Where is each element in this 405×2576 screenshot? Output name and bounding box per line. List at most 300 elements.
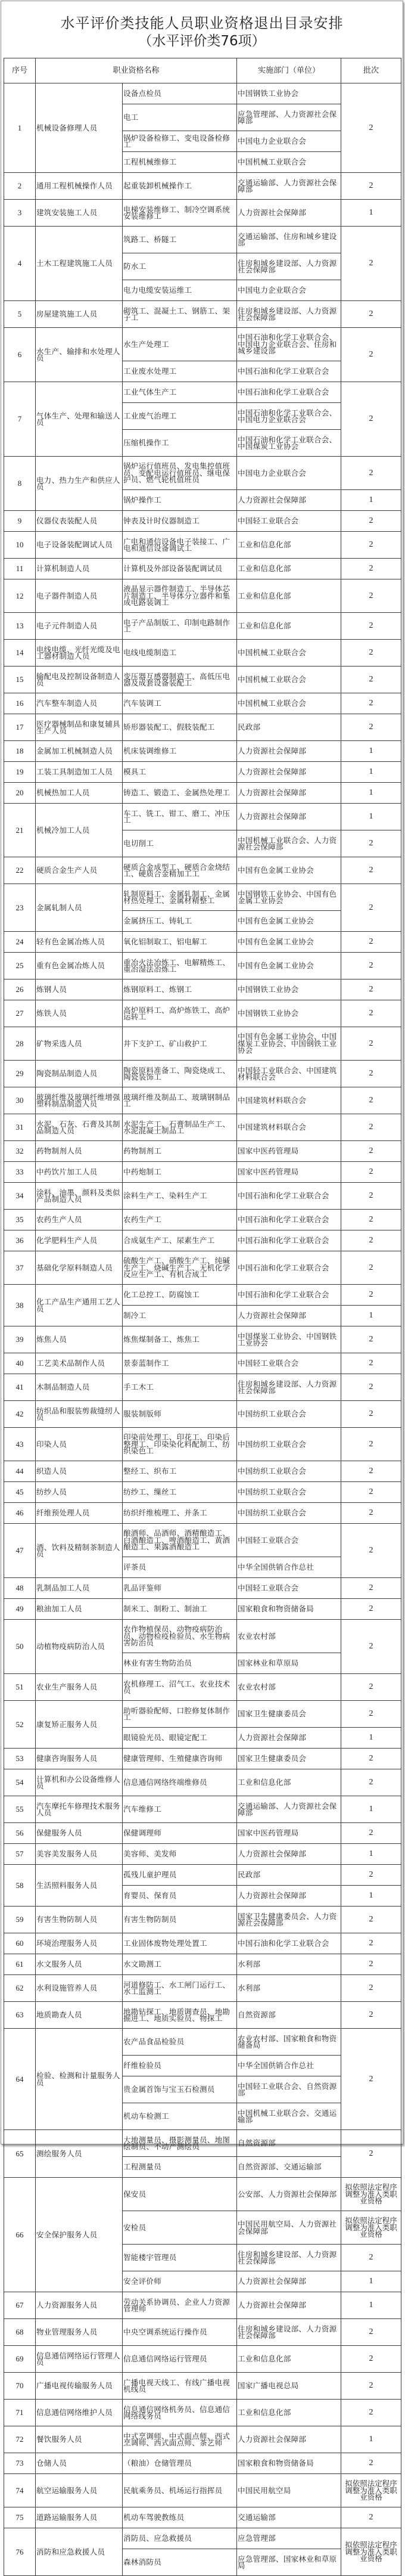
batch-cell: 2 (341, 1503, 401, 1524)
department-cell: 中国电力企业联合会 (237, 131, 341, 152)
seq-cell: 40 (4, 1353, 36, 1374)
department-cell: 中国轻工业联合会 (237, 1524, 341, 1557)
table-row (4, 2474, 401, 2507)
occupation-group-cell: 中药饮片加工人员 (36, 1162, 123, 1183)
table-row (4, 1428, 401, 1461)
seq-cell: 12 (4, 579, 36, 613)
qualification-name-cell: 工程测量员 (123, 2157, 237, 2178)
seq-cell: 63 (4, 2002, 36, 2029)
seq-cell: 28 (4, 1027, 36, 1061)
seq-cell: 21 (4, 804, 36, 857)
batch-cell: 拟依照法定程序调整为准入类职业资格 (341, 2211, 401, 2245)
seq-cell: 29 (4, 1061, 36, 1087)
batch-cell: 2 (341, 932, 401, 953)
department-cell: 中国有色金属工业协会 (237, 857, 341, 884)
batch-cell: 拟依照法定程序调整为准入类职业资格 (341, 2178, 401, 2211)
occupation-group-cell: 餐饮服务人员 (36, 2426, 123, 2453)
department-cell: 自然资源部、交通运输部 (237, 2157, 341, 2178)
department-cell: 中国有色金属工业协会 (237, 911, 341, 932)
department-cell: 中国轻工业联合会 (237, 1353, 341, 1374)
table-row (4, 1907, 401, 1933)
occupation-group-cell: 仓储人员 (36, 2453, 123, 2474)
batch-cell: 2 (341, 2346, 401, 2373)
seq-cell: 17 (4, 714, 36, 741)
qualification-name-cell: 工业废水处理工 (123, 361, 237, 382)
qualification-name-cell: 工业废气治理工 (123, 403, 237, 430)
seq-cell: 13 (4, 613, 36, 640)
occupation-group-cell: 环境治理服务人员 (36, 1933, 123, 1954)
table-row (4, 1374, 401, 1401)
department-cell: 国家卫生健康委员会 (237, 1701, 341, 1728)
batch-cell: 2 (341, 1975, 401, 2002)
department-cell: 住房和城乡建设部、人力资源社会保障部 (237, 253, 341, 280)
qualification-name-cell: 水生产处理工 (123, 328, 237, 361)
department-cell: 人力资源社会保障部 (237, 1306, 341, 1326)
department-cell: 人力资源社会保障部 (237, 1886, 341, 1907)
batch-cell: 2 (341, 511, 401, 532)
batch-cell: 2 (341, 1823, 401, 1844)
qualification-name-cell: 玻璃纤维及制品工、玻璃钢制品工 (123, 1087, 237, 1114)
occupation-group-cell: 炼焦人员 (36, 1326, 123, 1353)
table-row (4, 227, 401, 253)
department-cell: 农业农村部、国家粮食和物资储备局 (237, 2029, 341, 2056)
batch-cell: 2 (341, 2453, 401, 2474)
qualification-name-cell: 汽车装调工 (123, 693, 237, 714)
qualification-name-cell: 广电和通信设备电子装接工、广电和通信设备调试工 (123, 532, 237, 559)
table-row (4, 579, 401, 613)
table-row (4, 804, 401, 830)
seq-cell: 64 (4, 2029, 36, 2130)
qualification-name-cell: 重冶火法冶炼工、电解精炼工、重冶湿法冶炼工 (123, 953, 237, 979)
occupation-group-cell: 矿物采选人员 (36, 1027, 123, 1061)
batch-cell: 2 (341, 667, 401, 693)
seq-cell: 24 (4, 932, 36, 953)
department-cell: 中国纺织工业联合会 (237, 1503, 341, 1524)
department-cell: 国家中医药管理局 (237, 1141, 341, 1162)
batch-cell: 2 (341, 1141, 401, 1162)
batch-cell: 2 (341, 1578, 401, 1599)
batch-cell: 1 (341, 1886, 401, 1907)
table-row (4, 1482, 401, 1503)
seq-cell: 30 (4, 1087, 36, 1114)
qualification-name-cell: 中央空调系统运行操作员 (123, 2319, 237, 2346)
department-cell: 人力资源社会保障部 (237, 2271, 341, 2292)
qualification-name-cell: 眼镜验光员、眼镜定配工 (123, 1728, 237, 1749)
department-cell: 国家林业和草原局 (237, 1653, 341, 1674)
occupation-group-cell: 印染人员 (36, 1428, 123, 1461)
batch-cell: 2 (341, 2507, 401, 2528)
qualification-name-cell: 林业有害生物防治员 (123, 1653, 237, 1674)
seq-cell: 18 (4, 741, 36, 762)
department-cell: 中国纺织工业联合会 (237, 1428, 341, 1461)
department-cell: 中国建筑材料联合会 (237, 1087, 341, 1114)
department-cell: 中国石油和化学工业联合会 (237, 1183, 341, 1210)
qualification-name-cell: 电子产品制版工、印制电路制作工 (123, 613, 237, 640)
table-row (4, 2002, 401, 2029)
department-cell: 人力资源社会保障部 (237, 2426, 341, 2453)
qualification-name-cell: 纺纱工、缫丝工 (123, 1482, 237, 1503)
department-cell: 民政部 (237, 1865, 341, 1886)
seq-cell: 68 (4, 2319, 36, 2346)
qualification-name-cell: 水泥生产工、石膏制品生产工、水泥混凝土制品工 (123, 1114, 237, 1141)
table-row (4, 783, 401, 804)
department-cell: 人力资源社会保障部 (237, 200, 341, 227)
batch-cell: 2 (341, 1162, 401, 1183)
qualification-name-cell: 消防员、应急救援员 (123, 2528, 237, 2549)
qualification-name-cell: 劳动关系协调员、企业人力资源管理师 (123, 2292, 237, 2319)
qualification-name-cell: 乳品评鉴师 (123, 1578, 237, 1599)
qualification-name-cell: 育婴员、保育员 (123, 1886, 237, 1907)
table-row (4, 932, 401, 953)
seq-cell: 74 (4, 2474, 36, 2507)
qualification-name-cell: 起重装卸机械操作工 (123, 173, 237, 200)
table-row (4, 2507, 401, 2528)
occupation-group-cell: 织造人员 (36, 1461, 123, 1482)
occupation-group-cell: 水利设施管养人员 (36, 1975, 123, 2002)
seq-cell: 23 (4, 884, 36, 932)
batch-cell: 2 (341, 1230, 401, 1251)
table-row (4, 741, 401, 762)
batch-cell: 2 (341, 1865, 401, 1886)
department-cell: 人力资源社会保障部 (237, 1844, 341, 1865)
occupation-group-cell: 消防和应急救援人员 (36, 2528, 123, 2576)
seq-cell: 31 (4, 1114, 36, 1141)
qualification-name-cell: 陶瓷原料准备工、陶瓷烧成工、陶瓷装饰工 (123, 1061, 237, 1087)
table-row (4, 457, 401, 490)
batch-cell: 2 (341, 1524, 401, 1578)
batch-cell: 2 (341, 1183, 401, 1210)
department-cell: 应急管理部 (237, 2528, 341, 2549)
occupation-group-cell: 计算机和办公设备维修人员 (36, 1769, 123, 1796)
qualification-name-cell: 森林消防员 (123, 2549, 237, 2576)
qualification-name-cell: 铸造工、锻造工、金属热处理工 (123, 783, 237, 804)
department-cell: 中国轻工业联合会 (237, 511, 341, 532)
batch-cell: 1 (341, 490, 401, 511)
qualification-name-cell: 设备点检员 (123, 83, 237, 104)
batch-cell: 1 (341, 2271, 401, 2292)
seq-cell: 34 (4, 1183, 36, 1210)
department-cell: 中国机械工业联合会、交通运输部 (237, 2103, 341, 2130)
occupation-group-cell: 金属轧制人员 (36, 884, 123, 932)
department-cell: 中国机械工业联合会 (237, 152, 341, 173)
seq-cell: 42 (4, 1401, 36, 1428)
seq-cell: 5 (4, 301, 36, 328)
department-cell: 住房和城乡建设部、人力资源社会保障部 (237, 1374, 341, 1401)
occupation-group-cell: 人力资源服务人员 (36, 2292, 123, 2319)
department-cell: 交通运输部、人力资源社会保障部 (237, 173, 341, 200)
table-row (4, 2426, 401, 2453)
occupation-group-cell: 仪器仪表装配人员 (36, 511, 123, 532)
qualification-name-cell: 广播电视天线工、有线广播电视机线员 (123, 2373, 237, 2400)
qualification-name-cell: 汽车维修工 (123, 1796, 237, 1823)
table-row (4, 2292, 401, 2319)
qualification-name-cell: 涂料生产工、染料生产工 (123, 1183, 237, 1210)
batch-cell: 2 (341, 830, 401, 857)
qualification-name-cell: 机动车检测工 (123, 2103, 237, 2130)
seq-cell: 22 (4, 857, 36, 884)
occupation-group-cell: 安全保护服务人员 (36, 2178, 123, 2292)
department-cell: 中国煤炭工业协会、中国钢铁工业协会 (237, 1326, 341, 1353)
table-row (4, 613, 401, 640)
qualification-name-cell: 井下支护工、矿山救护工 (123, 1027, 237, 1061)
seq-cell: 37 (4, 1251, 36, 1285)
seq-cell: 45 (4, 1482, 36, 1503)
seq-cell: 76 (4, 2528, 36, 2576)
table-body (4, 83, 401, 2576)
department-cell: 中国电力企业联合会 (237, 280, 341, 301)
seq-cell: 52 (4, 1701, 36, 1749)
seq-cell: 62 (4, 1975, 36, 2002)
occupation-group-cell: 有害生物防制人员 (36, 1907, 123, 1933)
occupation-group-cell: 木制品制造人员 (36, 1374, 123, 1401)
batch-cell: 2 (341, 173, 401, 200)
qualification-name-cell: 机床装调维修工 (123, 741, 237, 762)
qualification-name-cell: 整经工、织布工 (123, 1461, 237, 1482)
qualification-name-cell: （粮油）仓储管理员 (123, 2453, 237, 2474)
department-cell: 水利部 (237, 1954, 341, 1975)
qualification-name-cell: 矫形器装配工、假肢装配工 (123, 714, 237, 741)
department-cell: 人力资源社会保障部 (237, 783, 341, 804)
occupation-group-cell: 硬质合金生产人员 (36, 857, 123, 884)
qualification-name-cell: 服装制版师 (123, 1401, 237, 1428)
occupation-group-cell: 农药生产人员 (36, 1210, 123, 1230)
batch-cell: 2 (341, 1461, 401, 1482)
qualification-table (4, 58, 401, 2576)
occupation-group-cell: 电子器件制造人员 (36, 579, 123, 613)
department-cell: 中国石油和化学工业联合会 (237, 1251, 341, 1285)
seq-cell: 38 (4, 1285, 36, 1326)
qualification-name-cell: 高炉原料工、高炉炼铁工、高炉运转工 (123, 1000, 237, 1027)
qualification-name-cell: 机动车驾驶教练员 (123, 2507, 237, 2528)
department-cell: 中国机械工业联合会 (237, 640, 341, 667)
department-cell: 中国钢铁工业协会、中国有色金属工业协会 (237, 884, 341, 911)
qualification-name-cell: 制米工、制粉工、制油工 (123, 1599, 237, 1620)
qualification-name-cell: 民航乘务员、机场运行指挥员 (123, 2474, 237, 2507)
occupation-group-cell: 纺纱人员 (36, 1482, 123, 1503)
batch-cell: 1 (341, 762, 401, 783)
department-cell: 人力资源社会保障部 (237, 762, 341, 783)
qualification-name-cell: 有害生物防制员 (123, 1907, 237, 1933)
document-title: 水平评价类技能人员职业资格退出目录安排 (60, 15, 344, 32)
table-row (4, 301, 401, 328)
header-seq: 序号 (4, 58, 36, 83)
occupation-group-cell: 测绘服务人员 (36, 2130, 123, 2178)
qualification-name-cell: 炼钢原料工、炼钢工 (123, 979, 237, 1000)
qualification-name-cell: 助听器验配师、口腔修复体制作工 (123, 1701, 237, 1728)
department-cell: 工业和信息化部 (237, 559, 341, 579)
qualification-name-cell: 印染前处理工、印花工、印染后整理工、印染染化料配制工、纺织染色工 (123, 1428, 237, 1461)
qualification-name-cell: 炼焦煤制备工、炼焦工 (123, 1326, 237, 1353)
qualification-name-cell: 工业固体废物处理处置工 (123, 1933, 237, 1954)
department-cell: 国家粮食和物资储备局 (237, 1599, 341, 1620)
batch-cell: 2 (341, 1374, 401, 1401)
table-row (4, 1027, 401, 1061)
occupation-group-cell: 美容美发服务人员 (36, 1844, 123, 1865)
qualification-name-cell: 防水工 (123, 253, 237, 280)
occupation-group-cell: 酒、饮料及精制茶制造人员 (36, 1524, 123, 1578)
seq-cell: 71 (4, 2400, 36, 2426)
batch-cell: 2 (341, 884, 401, 932)
qualification-name-cell: 保健调理师 (123, 1823, 237, 1844)
occupation-group-cell: 纺织品和服装剪裁缝纫人员 (36, 1401, 123, 1428)
department-cell: 中国纺织工业联合会 (237, 1401, 341, 1428)
qualification-name-cell: 锅炉运行值班员、发电集控值班员、变配电运行值班员、继电保护员、燃气轮机值班员 (123, 457, 237, 490)
table-row (4, 1285, 401, 1306)
batch-cell: 2 (341, 979, 401, 1000)
batch-cell: 2 (341, 2002, 401, 2029)
occupation-group-cell: 金属加工机械制造人员 (36, 741, 123, 762)
table-row (4, 762, 401, 783)
department-cell: 中国石油和化学工业联合会 (237, 1230, 341, 1251)
batch-cell: 2 (341, 83, 401, 173)
occupation-group-cell: 汽车摩托车修理技术服务人员 (36, 1796, 123, 1823)
table-row (4, 2346, 401, 2373)
batch-cell: 2 (341, 857, 401, 884)
batch-cell: 2 (341, 532, 401, 559)
table-row (4, 1844, 401, 1865)
occupation-group-cell: 生活照料服务人员 (36, 1865, 123, 1907)
department-cell: 中国有色金属工业协会 (237, 932, 341, 953)
batch-cell: 2 (341, 2029, 401, 2130)
occupation-group-cell: 水文服务人员 (36, 1954, 123, 1975)
seq-cell: 41 (4, 1374, 36, 1401)
batch-cell: 2 (341, 1401, 401, 1428)
occupation-group-cell: 通用工程机械操作人员 (36, 173, 123, 200)
qualification-name-cell: 评茶员 (123, 1557, 237, 1578)
table-row (4, 1251, 401, 1285)
qualification-name-cell: 氧化铝制取工、铝电解工 (123, 932, 237, 953)
batch-cell: 2 (341, 457, 401, 490)
occupation-group-cell: 化学肥料生产人员 (36, 1230, 123, 1251)
department-cell: 中国电力企业联合会 (237, 457, 341, 490)
department-cell: 国家粮食和物资储备局 (237, 2453, 341, 2474)
qualification-name-cell: 硫酸生产工、硝酸生产工、纯碱生产工、烧碱生产工、无机化学反应生产工、有机合成工 (123, 1251, 237, 1285)
batch-cell: 2 (341, 1087, 401, 1114)
occupation-group-cell: 检验、检测和计量服务人员 (36, 2029, 123, 2130)
table-row (4, 511, 401, 532)
batch-cell: 1 (341, 1306, 401, 1326)
batch-cell: 2 (341, 1000, 401, 1027)
table-row (4, 1353, 401, 1374)
occupation-group-cell: 电线电缆、光纤光缆及电工器材制造人员 (36, 640, 123, 667)
table-row (4, 1503, 401, 1524)
seq-cell: 1 (4, 83, 36, 173)
seq-cell: 4 (4, 227, 36, 301)
batch-cell: 2 (341, 714, 401, 741)
occupation-group-cell: 水生产、输排和水处理人员 (36, 328, 123, 382)
department-cell: 应急管理部、人力资源社会保障部 (237, 104, 341, 131)
table-row (4, 1461, 401, 1482)
table-row (4, 1933, 401, 1954)
seq-cell: 6 (4, 328, 36, 382)
batch-cell: 2 (341, 1326, 401, 1353)
qualification-name-cell: 农产品食品检验员 (123, 2029, 237, 2056)
qualification-name-cell: 电工 (123, 104, 237, 131)
qualification-name-cell: 纤维检验员 (123, 2056, 237, 2076)
table-row (4, 532, 401, 559)
table-row (4, 1114, 401, 1141)
table-row (4, 1183, 401, 1210)
occupation-group-cell: 乳制品加工人员 (36, 1578, 123, 1599)
table-row (4, 1087, 401, 1114)
batch-cell: 2 (341, 328, 401, 382)
qualification-name-cell: 农药生产工 (123, 1210, 237, 1230)
batch-cell: 2 (341, 1599, 401, 1620)
qualification-name-cell: 大地测量员、摄影测量员、地图绘制员、不动产测绘员 (123, 2130, 237, 2157)
qualification-name-cell: 电梯安装维修工、制冷空调系统安装维修工 (123, 200, 237, 227)
department-cell: 工业和信息化部 (237, 532, 341, 559)
department-cell: 交通运输部 (237, 2507, 341, 2528)
table-row (4, 640, 401, 667)
qualification-name-cell: 金属挤压工、铸轧工 (123, 911, 237, 932)
department-cell: 中国民用航空局、人力资源社会保障部 (237, 2211, 341, 2245)
department-cell: 交通运输部、人力资源社会保障部 (237, 1796, 341, 1823)
department-cell: 中国有色金属工业协会、中国煤炭工业协会、中国钢铁工业协会 (237, 1027, 341, 1061)
batch-cell: 2 (341, 1907, 401, 1933)
department-cell: 交通运输部、住房和城乡建设部 (237, 227, 341, 253)
table-row (4, 1401, 401, 1428)
seq-cell: 10 (4, 532, 36, 559)
seq-cell: 44 (4, 1461, 36, 1482)
table-row (4, 2178, 401, 2211)
qualification-name-cell: 酿酒师、品酒师、酒精酿造工、白酒酿造工、啤酒酿造工、黄酒酿造工、果露酒酿造工 (123, 1524, 237, 1557)
occupation-group-cell: 康复矫正服务人员 (36, 1701, 123, 1749)
department-cell: 农业农村部 (237, 1620, 341, 1653)
department-cell: 中国石油和化学工业联合会 (237, 361, 341, 382)
department-cell: 人力资源社会保障部 (237, 490, 341, 511)
table-row (4, 1061, 401, 1087)
table-row (4, 1141, 401, 1162)
table-row (4, 559, 401, 579)
department-cell: 自然资源部 (237, 2130, 341, 2157)
occupation-group-cell: 电子设备装配调试人员 (36, 532, 123, 559)
occupation-group-cell: 信息通信网络维护人员 (36, 2400, 123, 2426)
seq-cell: 66 (4, 2178, 36, 2292)
seq-cell: 15 (4, 667, 36, 693)
seq-cell: 2 (4, 173, 36, 200)
seq-cell: 14 (4, 640, 36, 667)
seq-cell: 75 (4, 2507, 36, 2528)
batch-cell: 2 (341, 2130, 401, 2178)
table-row (4, 1599, 401, 1620)
table-row (4, 1701, 401, 1728)
department-cell: 中国钢铁工业协会 (237, 979, 341, 1000)
department-cell: 中国机械工业联合会 (237, 693, 341, 714)
table-row (4, 2528, 401, 2549)
occupation-group-cell: 工艺美术品制作人员 (36, 1353, 123, 1374)
seq-cell: 16 (4, 693, 36, 714)
table-row (4, 1769, 401, 1796)
table-row (4, 1620, 401, 1653)
qualification-name-cell: 车工、铣工、钳工、磨工、冲压工 (123, 804, 237, 830)
qualification-name-cell: 安检员 (123, 2211, 237, 2245)
department-cell: 中国石油和化学工业联合会 (237, 1285, 341, 1306)
qualification-name-cell: 筑路工、桥隧工 (123, 227, 237, 253)
header-batch: 批次 (341, 58, 401, 83)
batch-cell: 2 (341, 1114, 401, 1141)
table-row (4, 693, 401, 714)
department-cell: 中国建筑材料联合会 (237, 1114, 341, 1141)
occupation-group-cell: 机械冷加工人员 (36, 804, 123, 857)
table-row (4, 2319, 401, 2346)
qualification-name-cell: 化工总控工、防腐蚀工 (123, 1285, 237, 1306)
batch-cell: 2 (341, 1701, 401, 1728)
qualification-name-cell: 保安员 (123, 2178, 237, 2211)
seq-cell: 48 (4, 1578, 36, 1599)
batch-cell: 2 (341, 1210, 401, 1230)
table-row (4, 2453, 401, 2474)
occupation-group-cell: 工装工具制造加工人员 (36, 762, 123, 783)
